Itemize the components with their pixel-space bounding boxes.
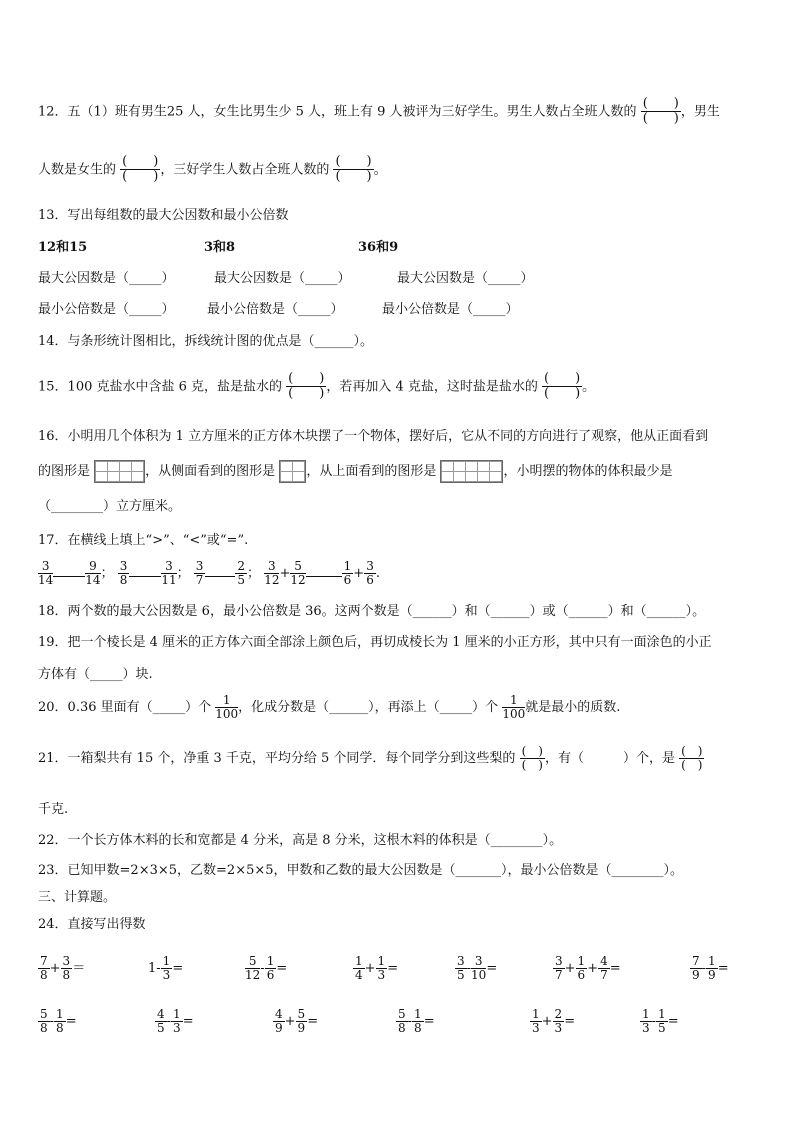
calc-problem [553, 955, 621, 982]
equals-blank[interactable]: = [172, 961, 184, 977]
fraction: $\frac{1}{6}$ [266, 954, 275, 983]
equals-blank[interactable]: = [182, 1014, 194, 1030]
answer-fraction[interactable]: $\frac{( )}{( )}$ [335, 154, 372, 185]
q18: 18．两个数的最大公因数是 6，最小公倍数是 36。这两个数是（______）和（______）或（______）和（______）。 [38, 604, 706, 619]
calc-problem [273, 1008, 318, 1035]
fraction: $\frac{1}{3}$ [173, 1007, 181, 1036]
operator: + [364, 961, 376, 977]
q13-group-1: 12和15 [38, 240, 88, 255]
fraction: $\frac{1}{4}$ [355, 954, 363, 983]
equals-blank[interactable]: = [307, 1014, 319, 1030]
compare-blank[interactable] [129, 566, 161, 577]
calc-problem [455, 955, 497, 982]
operator: + [284, 1014, 296, 1030]
fraction: $\frac{7}{8}$ [40, 954, 48, 983]
operator: - [407, 1014, 413, 1030]
equals-blank[interactable]: = [667, 1014, 679, 1030]
calc-problem [155, 1008, 194, 1035]
q13-lcm-2[interactable]: 最小公倍数是（_____） [207, 302, 344, 317]
equals-blank[interactable]: = [423, 1014, 435, 1030]
equals-blank[interactable]: = [717, 961, 729, 977]
fraction: $\frac{1}{3}$ [532, 1007, 540, 1036]
q12-line1: 12．五（1）班有男生25 人，女生比男生少 5 人，班上有 9 人被评为三好学生。男生人数占全班人数的 $\frac{( )}{( )}$ ，男生 [38, 96, 720, 127]
calc-problem [530, 1008, 575, 1035]
fraction: $\frac{3}{10}$ [471, 954, 487, 983]
side-view-figure [279, 460, 306, 483]
q20: 20．0.36 里面有（_____）个 $\frac{1}{100}$ ，化成分数是（______），再添上（_____）个 $\frac{1}{100}$ 就是最小的质数. [38, 693, 621, 722]
fraction: $\frac{1}{9}$ [708, 954, 716, 983]
equals-blank[interactable]: = [276, 961, 288, 977]
fraction: $\frac{3}{8}$ [62, 954, 71, 983]
fraction: $\frac{3}{7}$ [555, 954, 563, 983]
calc-problem [38, 1008, 77, 1035]
operator: - [651, 1014, 657, 1030]
compare-blank[interactable] [53, 566, 85, 577]
top-view-figure [440, 460, 503, 483]
q13-gcd-2[interactable]: 最大公因数是（_____） [214, 271, 351, 286]
operator: + [587, 961, 599, 977]
operator: 1- [148, 961, 161, 977]
equals-blank[interactable]: = [486, 961, 498, 977]
fraction: $\frac{1}{6}$ [577, 954, 586, 983]
answer-fraction[interactable]: $\frac{( )}{( )}$ [122, 154, 159, 185]
fraction: $\frac{2}{3}$ [554, 1007, 563, 1036]
calc-problem [353, 955, 398, 982]
q16-line3[interactable]: （________）立方厘米。 [38, 499, 182, 514]
operator: - [260, 961, 265, 977]
q17-items: $\frac{3}{14}$ $\frac{9}{14}$ ； $\frac{3}{8}$ $\frac{3}{11}$ ； $\frac{3}{7}$ $\frac{2}{5}$ ； $\frac{3}{12}$ + $\frac{5}{12}$ $\frac{1}{6}$ + $\frac{3}{6}$ . [38, 559, 380, 588]
q13-group-2: 3和8 [204, 240, 236, 255]
q13-lcm-1[interactable]: 最小公倍数是（_____） [38, 302, 175, 317]
answer-fraction[interactable]: $\frac{( )}{( )}$ [288, 371, 325, 402]
q16-line2: 的图形是 ，从侧面看到的图形是 ，从上面看到的图形是 ，小明摆的物体的体积最少是 [38, 460, 672, 483]
equals-blank[interactable]: = [387, 961, 399, 977]
fraction: $\frac{3}{5}$ [457, 954, 465, 983]
q13-group-3: 36和9 [358, 240, 399, 255]
q17-title: 17．在横线上填上“>”、“<”或“=”. [38, 533, 249, 548]
q13-title: 13．写出每组数的最大公因数和最小公倍数 [38, 208, 289, 223]
calc-problem [148, 955, 183, 982]
q13-gcd-3[interactable]: 最大公因数是（_____） [397, 271, 534, 286]
q21-line1: 21．一箱梨共有 15 个，净重 3 千克，平均分给 5 个同学．每个同学分到这些梨的 $\frac{( )}{( )}$ ，有（ ）个，是 $\frac{( )}{( )}$ [38, 744, 703, 773]
fraction: $\frac{5}{8}$ [40, 1007, 48, 1036]
fraction: $\frac{1}{3}$ [377, 954, 386, 983]
operator: - [466, 961, 472, 977]
fraction: $\frac{1}{5}$ [658, 1007, 666, 1036]
equals-blank[interactable]: = [65, 1014, 77, 1030]
fraction: $\frac{4}{5}$ [157, 1007, 165, 1036]
compare-blank[interactable] [306, 566, 342, 577]
answer-fraction[interactable]: $\frac{( )}{( )}$ [681, 744, 703, 773]
q14: 14．与条形统计图相比，拆线统计图的优点是（______）。 [38, 334, 374, 349]
operator: + [49, 961, 61, 977]
q19-line2: 方体有（_____）块. [38, 667, 153, 682]
fraction: $\frac{4}{7}$ [600, 954, 608, 983]
fraction: $\frac{4}{9}$ [275, 1007, 283, 1036]
q19-line1: 19．把一个棱长是 4 厘米的正方体六面全部涂上颜色后，再切成棱长为 1 厘米的小正方形，其中只有一面涂色的小正 [38, 635, 712, 650]
fraction: $\frac{7}{9}$ [692, 954, 700, 983]
answer-fraction[interactable]: $\frac{( )}{( )}$ [521, 744, 543, 773]
calc-problem [245, 955, 287, 982]
front-view-figure [94, 460, 145, 483]
operator: - [701, 961, 707, 977]
operator: + [564, 961, 576, 977]
fraction: $\frac{1}{8}$ [414, 1007, 422, 1036]
calc-problem [38, 955, 85, 982]
q22: 22．一个长方体木料的长和宽都是 4 分米，高是 8 分米，这根木料的体积是（________）。 [38, 833, 563, 848]
q12-line2: 人数是女生的 $\frac{( )}{( )}$ ，三好学生人数占全班人数的 $\frac{( )}{( )}$ 。 [38, 154, 387, 185]
section-title: 三、计算题。 [38, 890, 117, 905]
operator: - [166, 1014, 172, 1030]
q15: 15．100 克盐水中含盐 6 克，盐是盐水的 $\frac{( )}{( )}$ ，若再加入 4 克盐，这时盐是盐水的 $\frac{( )}{( )}$ 。 [38, 371, 596, 402]
answer-fraction[interactable]: $\frac{( )}{( )}$ [642, 96, 679, 127]
q16-line1: 16．小明用几个体积为 1 立方厘米的正方体木块摆了一个物体，摆好后，它从不同的方向进行了观察，他从正面看到 [38, 429, 709, 444]
equals-blank[interactable]: = [564, 1014, 576, 1030]
fraction: $\frac{5}{12}$ [245, 954, 261, 983]
compare-blank[interactable] [205, 566, 235, 577]
q13-lcm-3[interactable]: 最小公倍数是（_____） [382, 302, 519, 317]
operator: + [541, 1014, 553, 1030]
calc-problem [690, 955, 729, 982]
calc-problem [396, 1008, 435, 1035]
equals-blank[interactable]: = [609, 961, 621, 977]
operator: - [49, 1014, 55, 1030]
equals-blank[interactable]: ＝ [72, 961, 86, 977]
fraction: $\frac{5}{8}$ [398, 1007, 406, 1036]
q13-gcd-1[interactable]: 最大公因数是（_____） [38, 271, 175, 286]
fraction: $\frac{1}{3}$ [162, 954, 171, 983]
q23: 23．已知甲数=2×3×5，乙数=2×5×5，甲数和乙数的最大公因数是（_______），最小公倍数是（________）。 [38, 863, 684, 878]
fraction: $\frac{1}{3}$ [642, 1007, 650, 1036]
fraction: $\frac{1}{8}$ [56, 1007, 64, 1036]
q21-line2: 千克. [38, 802, 69, 817]
fraction: $\frac{5}{9}$ [297, 1007, 306, 1036]
answer-fraction[interactable]: $\frac{( )}{( )}$ [544, 371, 581, 402]
calc-problem [640, 1008, 679, 1035]
q24-title: 24．直接写出得数 [38, 917, 146, 932]
